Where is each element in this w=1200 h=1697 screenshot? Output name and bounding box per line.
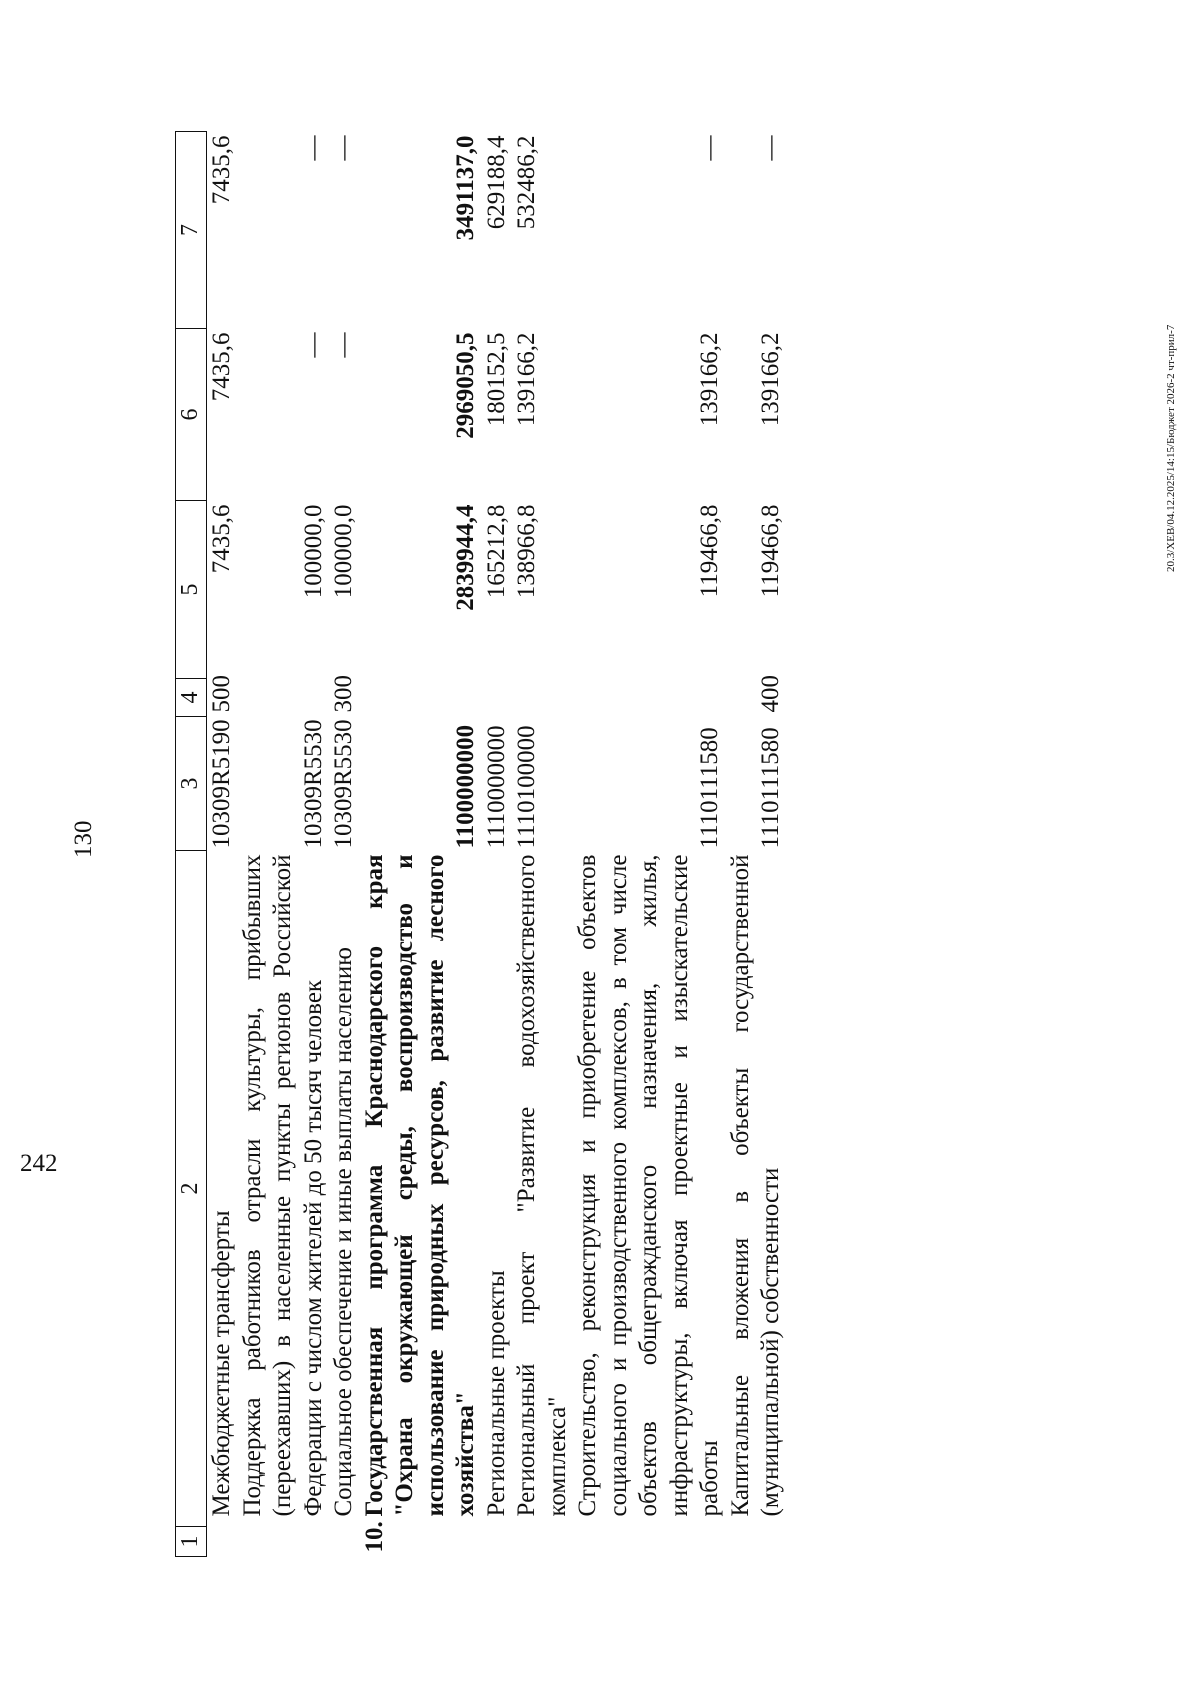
row-number: 10. — [360, 1521, 388, 1553]
amount-col6: 139166,2 — [757, 332, 784, 427]
column-header: 6 — [176, 329, 207, 501]
expense-type-code: 300 — [330, 675, 357, 713]
table-row — [573, 132, 726, 1557]
expense-type-code — [238, 679, 330, 717]
amount-col7: — — [757, 135, 784, 161]
row-description: Государственная программа Краснодарского края "Охрана окружающей среды, воспроизводство и использование природных ресурсов, развитие лесного хозяйства" — [360, 854, 479, 1517]
amount-col5: 119466,8 — [757, 504, 784, 598]
amount-col5: 165212,8 — [482, 504, 510, 599]
amount-col5: 119466,8 — [696, 504, 723, 598]
amount-col6: 180152,5 — [482, 332, 510, 427]
amount-col5: 100000,0 — [330, 504, 357, 599]
row-number — [512, 1527, 573, 1557]
expense-type-code: 400 — [757, 675, 784, 713]
sheet-number: 242 — [20, 1150, 58, 1177]
target-article-code: 10309R5530 — [330, 719, 357, 849]
row-description: Поддержка работников отрасли культуры, прибывших (переехавших) в населенные пункты регионов Российской Федерации с числом жителей до 50 тысяч человек — [238, 854, 327, 1517]
column-header: 7 — [176, 132, 207, 329]
row-description: Межбюджетные трансферты — [208, 1210, 235, 1517]
target-article-code: 10309R5190 — [208, 719, 235, 849]
expense-type-code — [573, 679, 726, 717]
expense-type-code — [512, 679, 573, 717]
row-number — [207, 1527, 238, 1557]
table-row — [482, 132, 513, 1557]
table-row — [238, 132, 330, 1557]
amount-col7: — — [696, 135, 723, 161]
amount-col6: 139166,2 — [696, 332, 723, 427]
target-article-code: 1110111580 — [757, 727, 784, 849]
amount-col5: 138966,8 — [513, 504, 540, 599]
row-description: Региональный проект "Развитие водохозяйственного комплекса" — [513, 854, 571, 1517]
table-row — [207, 132, 238, 1557]
column-header: 3 — [176, 717, 207, 851]
target-article-code: 1110100000 — [513, 725, 540, 849]
target-article-code: 1110000000 — [482, 725, 510, 849]
row-description: Строительство, реконструкция и приобретение объектов социального и производственного комплексов, в том числе объектов общегражданского назначения, жилья, инфраструктуры, включая проектные и изыскательские работы — [574, 854, 723, 1517]
row-description: Региональные проекты — [482, 1270, 510, 1517]
amount-col5: 2839944,4 — [452, 504, 479, 611]
amount-col7: — — [330, 135, 357, 161]
target-article-code: 1100000000 — [452, 724, 479, 849]
column-header: 4 — [176, 679, 207, 717]
row-number — [482, 1527, 513, 1557]
amount-col6: — — [299, 332, 327, 358]
row-number — [238, 1527, 330, 1557]
table-row — [726, 132, 787, 1557]
budget-table — [175, 131, 787, 1557]
table-row — [512, 132, 573, 1557]
expense-type-code: 500 — [208, 675, 235, 713]
amount-col6: 139166,2 — [513, 332, 540, 427]
amount-col7: — — [299, 135, 327, 161]
row-description: Социальное обеспечение и иные выплаты населению — [330, 947, 357, 1517]
target-article-code: 1110111580 — [696, 727, 723, 849]
amount-col7: 3491137,0 — [452, 135, 479, 241]
table-row — [360, 132, 482, 1557]
amount-col5: 7435,6 — [208, 504, 235, 574]
amount-col7: 532486,2 — [513, 135, 540, 230]
amount-col6: 2969050,5 — [452, 332, 479, 439]
expense-type-code — [360, 679, 482, 717]
footer-document-code: 20.3/XEB/04.12.2025/14:15/Бюджет 2026-2 чт-прил-7 — [1165, 324, 1177, 572]
amount-col7: 7435,6 — [208, 135, 235, 205]
row-number — [329, 1527, 360, 1557]
page-number: 130 — [70, 820, 97, 858]
column-header: 1 — [176, 1527, 207, 1557]
amount-col5: 100000,0 — [299, 504, 327, 599]
table-row — [329, 132, 360, 1557]
amount-col7: 629188,4 — [482, 135, 510, 230]
row-description: Капитальные вложения в объекты государственной (муниципальной) собственности — [726, 854, 784, 1517]
expense-type-code — [482, 679, 513, 717]
target-article-code: 10309R5530 — [299, 719, 327, 849]
amount-col6: 7435,6 — [208, 332, 235, 402]
column-number-header — [176, 132, 207, 1557]
column-header: 5 — [176, 501, 207, 679]
row-number — [726, 1527, 787, 1557]
amount-col6: — — [330, 332, 357, 358]
column-header: 2 — [176, 851, 207, 1527]
row-number — [573, 1527, 726, 1557]
